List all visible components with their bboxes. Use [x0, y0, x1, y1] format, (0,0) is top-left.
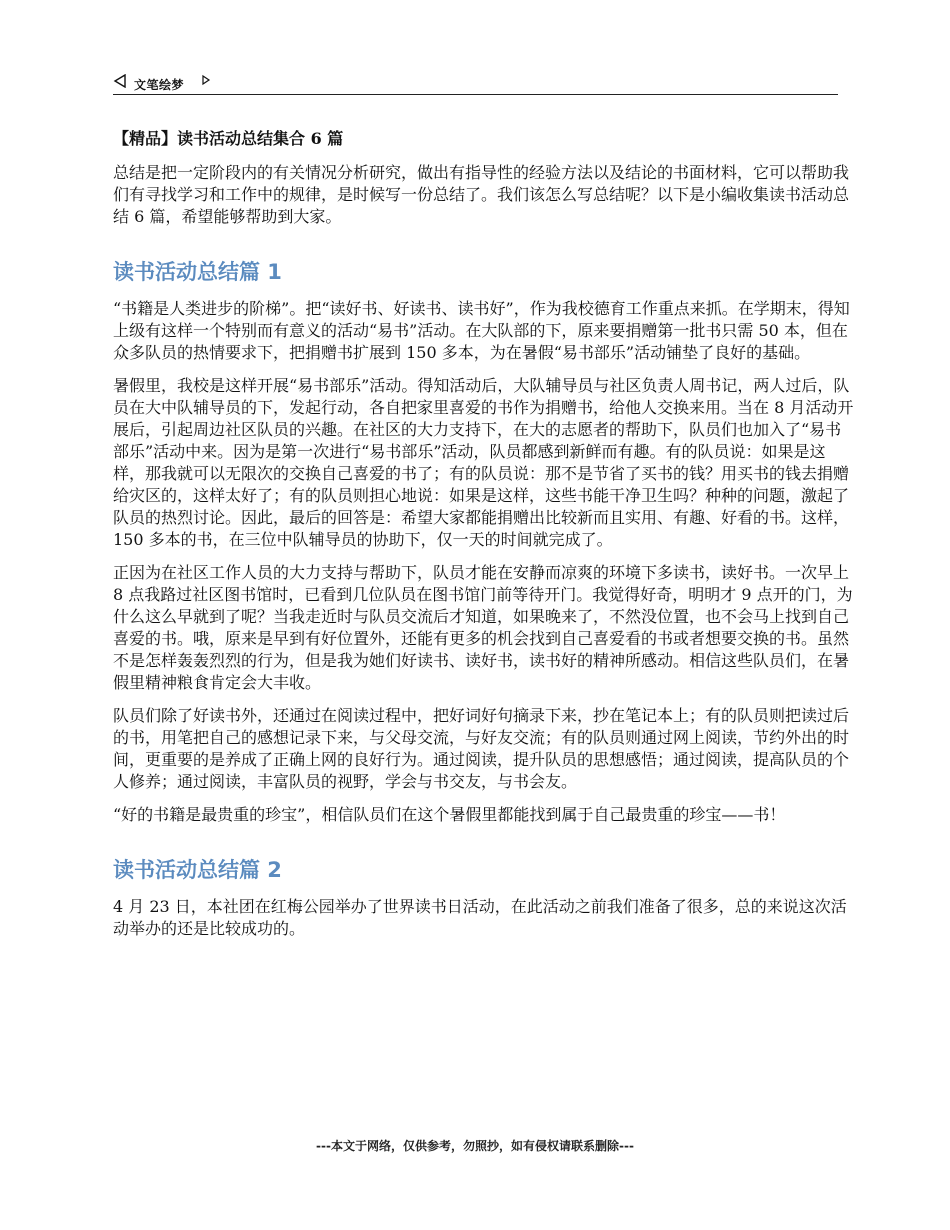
- section-1-paragraph-1: “书籍是人类进步的阶梯”。把“读好书、好读书、读书好”，作为我校德育工作重点来抓。在学期末，得知上级有这样一个特别而有意义的活动“易书”活动。在大队部的下，原来要捐赠第一批书只需 50 本，但在众多队员的热情要求下，把捐赠书扩展到 150 多本，为在暑假“易书部乐”活动铺垫了良好的基础。: [113, 299, 850, 362]
- section-1-paragraph-4: 队员们除了好读书外，还通过在阅读过程中，把好词好句摘录下来，抄在笔记本上；有的队员则把读过后的书，用笔把自己的感想记录下来，与父母交流，与好友交流；有的队员则通过网上阅读，节约外出的时间，更重要的是养成了正确上网的良好行为。通过阅读，提升队员的思想感悟；通过阅读，提高队员的个人修养；通过阅读，丰富队员的视野，学会与书交友，与书会友。: [113, 706, 850, 791]
- section-1-paragraph-2: 暑假里，我校是这样开展“易书部乐”活动。得知活动后，大队辅导员与社区负责人周书记，两人过后，队员在大中队辅导员的下，发起行动，各自把家里喜爱的书作为捐赠书，给他人交换来用。当在 8 月活动开展后，引起周边社区队员的兴趣。在社区的大力支持下，在大的志愿者的帮助下，队员们也加入了“易书部乐”活动中来。因为是第一次进行“易书部乐”活动，队员都感到新鲜而有趣。有的队员说：如果是这样，那我就可以无限次的交换自己喜爱的书了；有的队员说：那不是节省了买书的钱？用买书的钱去捐赠给灾区的，这样太好了；有的队员则担心地说：如果是这样，这些书能干净卫生吗？种种的问题，激起了队员的热烈讨论。因此，最后的回答是：希望大家都能捐赠出比较新而且实用、有趣、好看的书。这样，150 多本的书，在三位中队辅导员的协助下，仅一天的时间就完成了。: [113, 376, 854, 549]
- header-brand: 文笔绘梦: [134, 78, 185, 92]
- section-1-paragraph-5: “好的书籍是最贵重的珍宝”，相信队员们在这个暑假里都能找到属于自己最贵重的珍宝——书！: [113, 805, 786, 824]
- section-1-paragraph-3: 正因为在社区工作人员的大力支持与帮助下，队员才能在安静而凉爽的环境下多读书，读好书。一次早上 8 点我路过社区图书馆时，已看到几位队员在图书馆门前等待开门。我觉得好奇，明明才 9 点开的门，为什么这么早就到了呢？当我走近时与队员交流后才知道，如果晚来了，不然没位置，也不会马上找到自己喜爱的书。哦，原来是早到有好位置外，还能有更多的机会找到自己喜爱看的书或者想要交换的书。虽然不是怎样轰轰烈烈的行为，但是我为她们好读书、读好书，读书好的精神所感动。相信这些队员们，在暑假里精神粮食肯定会大丰收。: [113, 563, 853, 692]
- page-header: [113, 72, 838, 95]
- document-body: [113, 162, 856, 951]
- section-heading-2: 读书活动总结篇 2: [113, 858, 282, 882]
- triangle-left-icon: [113, 74, 127, 91]
- intro-paragraph: 总结是把一定阶段内的有关情况分析研究，做出有指导性的经验方法以及结论的书面材料，它可以帮助我们有寻找学习和工作中的规律，是时候写一份总结了。我们该怎么写总结呢？以下是小编收集读书活动总结 6 篇，希望能够帮助到大家。: [113, 163, 850, 226]
- footer-notice: ---本文于网络，仅供参考，勿照抄，如有侵权请联系删除---: [316, 1139, 634, 1153]
- section-2-paragraph-1: 4 月 23 日，本社团在红梅公园举办了世界读书日活动，在此活动之前我们准备了很多，总的来说这次活动举办的还是比较成功的。: [113, 897, 847, 938]
- section-heading-1: 读书活动总结篇 1: [113, 260, 282, 284]
- document-title: 【精品】读书活动总结集合 6 篇: [113, 129, 344, 148]
- triangle-right-icon: [201, 74, 211, 89]
